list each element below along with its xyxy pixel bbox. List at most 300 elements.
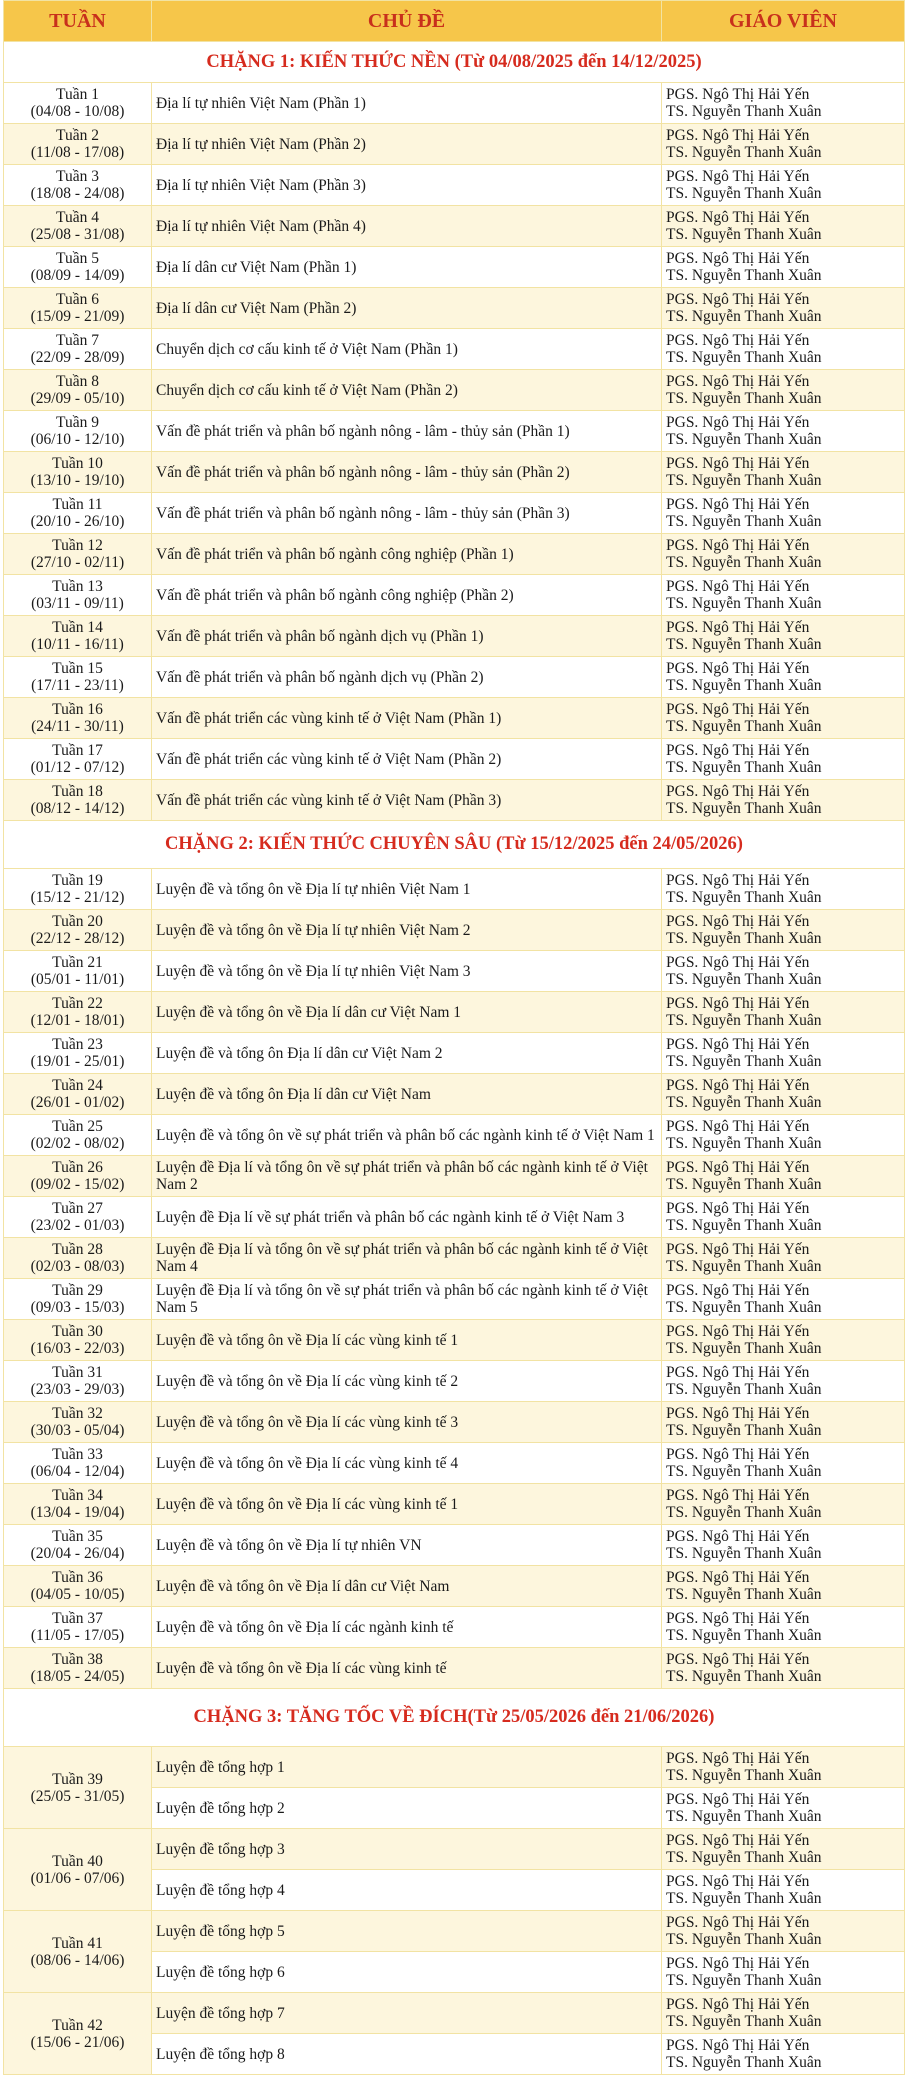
week-dates: (05/01 - 11/01) xyxy=(30,971,125,988)
teacher-name: TS. Nguyễn Thanh Xuân xyxy=(666,889,822,906)
teacher-name: PGS. Ngô Thị Hải Yến xyxy=(666,742,810,759)
phase-3-section xyxy=(4,1689,905,2075)
teacher-cell xyxy=(662,698,905,739)
topic-text: Luyện đề và tổng ôn Địa lí dân cư Việt Nam xyxy=(156,1085,431,1103)
teacher-name: TS. Nguyễn Thanh Xuân xyxy=(666,1849,822,1866)
topic-text: Chuyển dịch cơ cấu kinh tế ở Việt Nam (Phần 2) xyxy=(156,381,458,399)
week-dates: (03/11 - 09/11) xyxy=(31,595,124,612)
teacher-name: TS. Nguyễn Thanh Xuân xyxy=(666,267,822,284)
topic-cell xyxy=(152,534,662,575)
week-label: Tuần 11 xyxy=(52,496,103,513)
week-dates: (02/02 - 08/02) xyxy=(30,1135,125,1152)
week-cell xyxy=(4,247,152,288)
teacher-cell xyxy=(662,370,905,411)
teacher-name: TS. Nguyễn Thanh Xuân xyxy=(666,1258,822,1275)
teacher-cell xyxy=(662,83,905,124)
schedule-row xyxy=(4,1279,905,1320)
week-cell xyxy=(4,1197,152,1238)
schedule-row xyxy=(4,1033,905,1074)
teacher-cell xyxy=(662,493,905,534)
phase-1-title: CHẶNG 1: KIẾN THỨC NỀN (Từ 04/08/2025 đến 14/12/2025) xyxy=(4,42,905,83)
teacher-cell xyxy=(662,1952,905,1993)
teacher-name: TS. Nguyễn Thanh Xuân xyxy=(666,2013,822,2030)
teacher-name: PGS. Ngô Thị Hải Yến xyxy=(666,1610,810,1627)
week-dates: (26/01 - 01/02) xyxy=(30,1094,125,1111)
schedule-row xyxy=(4,247,905,288)
topic-text: Địa lí tự nhiên Việt Nam (Phần 4) xyxy=(156,217,366,235)
week-cell xyxy=(4,124,152,165)
topic-text: Vấn đề phát triển các vùng kinh tế ở Việt Nam (Phần 1) xyxy=(156,709,502,727)
teacher-name: TS. Nguyễn Thanh Xuân xyxy=(666,1217,822,1234)
teacher-name: TS. Nguyễn Thanh Xuân xyxy=(666,185,822,202)
topic-text: Luyện đề và tổng ôn về Địa lí các vùng kinh tế 3 xyxy=(156,1413,459,1431)
topic-text: Luyện đề và tổng ôn về Địa lí tự nhiên Việt Nam 2 xyxy=(156,921,471,939)
week-label: Tuần 3 xyxy=(56,168,99,185)
schedule-row xyxy=(4,657,905,698)
topic-text: Luyện đề tổng hợp 6 xyxy=(156,1963,285,1981)
week-label: Tuần 6 xyxy=(56,291,99,308)
teacher-cell xyxy=(662,1525,905,1566)
week-dates: (09/02 - 15/02) xyxy=(30,1176,125,1193)
week-label: Tuần 15 xyxy=(52,660,103,677)
teacher-name: PGS. Ngô Thị Hải Yến xyxy=(666,1955,810,1972)
week-dates: (18/05 - 24/05) xyxy=(30,1668,125,1685)
teacher-name: PGS. Ngô Thị Hải Yến xyxy=(666,1487,810,1504)
schedule-row xyxy=(4,1361,905,1402)
teacher-cell xyxy=(662,780,905,821)
teacher-cell xyxy=(662,1320,905,1361)
week-cell xyxy=(4,452,152,493)
topic-text: Luyện đề Địa lí và tổng ôn về sự phát triển và phân bố các ngành kinh tế ở Việt Nam 2 xyxy=(156,1159,648,1193)
schedule-row xyxy=(4,83,905,124)
week-label: Tuần 17 xyxy=(52,742,103,759)
teacher-cell xyxy=(662,1870,905,1911)
week-cell xyxy=(4,1911,152,1993)
week-dates: (24/11 - 30/11) xyxy=(31,718,124,735)
week-dates: (20/10 - 26/10) xyxy=(30,513,125,530)
teacher-cell xyxy=(662,1197,905,1238)
phase-3-title: CHẶNG 3: TĂNG TỐC VỀ ĐÍCH(Từ 25/05/2026 đến 21/06/2026) xyxy=(4,1689,905,1747)
topic-text: Vấn đề phát triển các vùng kinh tế ở Việt Nam (Phần 3) xyxy=(156,791,502,809)
teacher-name: TS. Nguyễn Thanh Xuân xyxy=(666,800,822,817)
teacher-cell xyxy=(662,1747,905,1788)
schedule-row xyxy=(4,1484,905,1525)
teacher-name: PGS. Ngô Thị Hải Yến xyxy=(666,872,810,889)
week-label: Tuần 13 xyxy=(52,578,103,595)
week-dates: (30/03 - 05/04) xyxy=(30,1422,125,1439)
week-cell xyxy=(4,575,152,616)
week-cell xyxy=(4,411,152,452)
schedule-row xyxy=(4,288,905,329)
teacher-name: TS. Nguyễn Thanh Xuân xyxy=(666,718,822,735)
week-label: Tuần 19 xyxy=(52,872,103,889)
teacher-name: PGS. Ngô Thị Hải Yến xyxy=(666,414,810,431)
teacher-cell xyxy=(662,1993,905,2034)
teacher-cell xyxy=(662,575,905,616)
teacher-name: TS. Nguyễn Thanh Xuân xyxy=(666,103,822,120)
teacher-cell xyxy=(662,1238,905,1279)
teacher-name: PGS. Ngô Thị Hải Yến xyxy=(666,1364,810,1381)
teacher-cell xyxy=(662,616,905,657)
topic-cell xyxy=(152,1402,662,1443)
teacher-name: TS. Nguyễn Thanh Xuân xyxy=(666,1890,822,1907)
teacher-name: PGS. Ngô Thị Hải Yến xyxy=(666,1914,810,1931)
week-label: Tuần 30 xyxy=(52,1323,103,1340)
topic-cell xyxy=(152,83,662,124)
week-cell xyxy=(4,869,152,910)
week-label: Tuần 16 xyxy=(52,701,103,718)
topic-text: Luyện đề Địa lí và tổng ôn về sự phát triển và phân bố các ngành kinh tế ở Việt Nam 4 xyxy=(156,1241,648,1275)
topic-cell xyxy=(152,575,662,616)
phase-2-title: CHẶNG 2: KIẾN THỨC CHUYÊN SÂU (Từ 15/12/2025 đến 24/05/2026) xyxy=(4,821,905,869)
teacher-name: TS. Nguyễn Thanh Xuân xyxy=(666,595,822,612)
teacher-name: PGS. Ngô Thị Hải Yến xyxy=(666,1200,810,1217)
teacher-cell xyxy=(662,2034,905,2075)
week-cell xyxy=(4,992,152,1033)
teacher-name: PGS. Ngô Thị Hải Yến xyxy=(666,1791,810,1808)
topic-text: Luyện đề và tổng ôn về Địa lí tự nhiên VN xyxy=(156,1536,422,1554)
week-dates: (16/03 - 22/03) xyxy=(30,1340,125,1357)
week-cell xyxy=(4,698,152,739)
week-label: Tuần 21 xyxy=(52,954,103,971)
teacher-name: TS. Nguyễn Thanh Xuân xyxy=(666,930,822,947)
topic-text: Luyện đề tổng hợp 1 xyxy=(156,1758,285,1776)
teacher-cell xyxy=(662,288,905,329)
schedule-row xyxy=(4,616,905,657)
teacher-cell xyxy=(662,411,905,452)
topic-text: Vấn đề phát triển và phân bố ngành nông - lâm - thủy sản (Phần 3) xyxy=(156,504,570,522)
teacher-cell xyxy=(662,1443,905,1484)
header-week: TUẦN xyxy=(4,1,152,42)
week-label: Tuần 9 xyxy=(56,414,99,431)
week-cell xyxy=(4,616,152,657)
week-dates: (04/08 - 10/08) xyxy=(30,103,125,120)
week-dates: (23/03 - 29/03) xyxy=(30,1381,125,1398)
topic-text: Vấn đề phát triển và phân bố ngành nông - lâm - thủy sản (Phần 2) xyxy=(156,463,570,481)
week-dates: (13/04 - 19/04) xyxy=(30,1504,125,1521)
week-cell xyxy=(4,493,152,534)
teacher-cell xyxy=(662,206,905,247)
topic-text: Luyện đề và tổng ôn về Địa lí các vùng kinh tế 1 xyxy=(156,1331,459,1349)
schedule-row xyxy=(4,1829,905,1870)
schedule-row xyxy=(4,910,905,951)
teacher-name: PGS. Ngô Thị Hải Yến xyxy=(666,1750,810,1767)
schedule-row xyxy=(4,951,905,992)
week-label: Tuần 20 xyxy=(52,913,103,930)
week-dates: (02/03 - 08/03) xyxy=(30,1258,125,1275)
week-label: Tuần 34 xyxy=(52,1487,103,1504)
week-cell xyxy=(4,1443,152,1484)
week-cell xyxy=(4,534,152,575)
schedule-row xyxy=(4,1238,905,1279)
schedule-row xyxy=(4,411,905,452)
week-cell xyxy=(4,288,152,329)
week-cell xyxy=(4,1993,152,2075)
week-dates: (08/09 - 14/09) xyxy=(30,267,125,284)
header-row xyxy=(4,1,905,42)
week-dates: (22/09 - 28/09) xyxy=(30,349,125,366)
teacher-name: PGS. Ngô Thị Hải Yến xyxy=(666,1651,810,1668)
header-teacher: GIÁO VIÊN xyxy=(662,1,905,42)
week-label: Tuần 29 xyxy=(52,1282,103,1299)
teacher-name: TS. Nguyễn Thanh Xuân xyxy=(666,1012,822,1029)
teacher-name: TS. Nguyễn Thanh Xuân xyxy=(666,144,822,161)
topic-cell xyxy=(152,1870,662,1911)
topic-cell xyxy=(152,124,662,165)
week-dates: (13/10 - 19/10) xyxy=(30,472,125,489)
schedule-row xyxy=(4,124,905,165)
teacher-name: PGS. Ngô Thị Hải Yến xyxy=(666,332,810,349)
week-dates: (27/10 - 02/11) xyxy=(30,554,125,571)
week-dates: (22/12 - 28/12) xyxy=(30,930,125,947)
schedule-row xyxy=(4,1402,905,1443)
teacher-name: PGS. Ngô Thị Hải Yến xyxy=(666,1446,810,1463)
teacher-name: TS. Nguyễn Thanh Xuân xyxy=(666,1627,822,1644)
topic-cell xyxy=(152,657,662,698)
topic-cell xyxy=(152,1115,662,1156)
teacher-cell xyxy=(662,1074,905,1115)
topic-text: Địa lí dân cư Việt Nam (Phần 1) xyxy=(156,258,357,276)
topic-text: Luyện đề và tổng ôn về Địa lí tự nhiên Việt Nam 1 xyxy=(156,880,471,898)
topic-text: Luyện đề tổng hợp 7 xyxy=(156,2004,285,2022)
topic-text: Luyện đề Địa lí về sự phát triển và phân bố các ngành kinh tế ở Việt Nam 3 xyxy=(156,1208,625,1226)
teacher-name: PGS. Ngô Thị Hải Yến xyxy=(666,2037,810,2054)
schedule-row xyxy=(4,1156,905,1197)
topic-text: Luyện đề và tổng ôn về Địa lí các vùng kinh tế 4 xyxy=(156,1454,459,1472)
teacher-name: PGS. Ngô Thị Hải Yến xyxy=(666,1241,810,1258)
week-dates: (15/09 - 21/09) xyxy=(30,308,125,325)
topic-text: Địa lí dân cư Việt Nam (Phần 2) xyxy=(156,299,357,317)
teacher-cell xyxy=(662,1033,905,1074)
week-dates: (12/01 - 18/01) xyxy=(30,1012,125,1029)
topic-text: Luyện đề và tổng ôn Địa lí dân cư Việt Nam 2 xyxy=(156,1044,443,1062)
teacher-name: PGS. Ngô Thị Hải Yến xyxy=(666,995,810,1012)
week-label: Tuần 22 xyxy=(52,995,103,1012)
teacher-name: PGS. Ngô Thị Hải Yến xyxy=(666,1405,810,1422)
week-cell xyxy=(4,1238,152,1279)
week-cell xyxy=(4,206,152,247)
topic-text: Luyện đề và tổng ôn về Địa lí dân cư Việt Nam xyxy=(156,1577,450,1595)
week-cell xyxy=(4,657,152,698)
teacher-name: TS. Nguyễn Thanh Xuân xyxy=(666,677,822,694)
teacher-name: PGS. Ngô Thị Hải Yến xyxy=(666,496,810,513)
teacher-name: PGS. Ngô Thị Hải Yến xyxy=(666,373,810,390)
teacher-name: TS. Nguyễn Thanh Xuân xyxy=(666,431,822,448)
topic-text: Vấn đề phát triển các vùng kinh tế ở Việt Nam (Phần 2) xyxy=(156,750,502,768)
week-dates: (08/12 - 14/12) xyxy=(30,800,125,817)
topic-cell xyxy=(152,780,662,821)
week-cell xyxy=(4,1566,152,1607)
week-label: Tuần 31 xyxy=(52,1364,103,1381)
teacher-name: PGS. Ngô Thị Hải Yến xyxy=(666,660,810,677)
week-label: Tuần 24 xyxy=(52,1077,103,1094)
week-label: Tuần 18 xyxy=(52,783,103,800)
week-dates: (15/06 - 21/06) xyxy=(30,2033,125,2051)
phase-2-section xyxy=(4,821,905,1689)
topic-text: Địa lí tự nhiên Việt Nam (Phần 3) xyxy=(156,176,366,194)
teacher-cell xyxy=(662,992,905,1033)
teacher-cell xyxy=(662,1788,905,1829)
schedule-row xyxy=(4,1115,905,1156)
teacher-cell xyxy=(662,1279,905,1320)
schedule-row xyxy=(4,575,905,616)
week-label: Tuần 1 xyxy=(56,86,99,103)
teacher-cell xyxy=(662,1829,905,1870)
week-cell xyxy=(4,1115,152,1156)
topic-text: Chuyển dịch cơ cấu kinh tế ở Việt Nam (Phần 1) xyxy=(156,340,458,358)
teacher-cell xyxy=(662,1911,905,1952)
week-label: Tuần 12 xyxy=(52,537,103,554)
week-cell xyxy=(4,1156,152,1197)
week-dates: (10/11 - 16/11) xyxy=(31,636,124,653)
week-label: Tuần 41 xyxy=(52,1934,103,1952)
teacher-name: TS. Nguyễn Thanh Xuân xyxy=(666,1094,822,1111)
topic-cell xyxy=(152,910,662,951)
teacher-name: PGS. Ngô Thị Hải Yến xyxy=(666,1118,810,1135)
week-label: Tuần 7 xyxy=(56,332,99,349)
teacher-name: TS. Nguyễn Thanh Xuân xyxy=(666,1545,822,1562)
schedule-row xyxy=(4,370,905,411)
week-dates: (09/03 - 15/03) xyxy=(30,1299,125,1316)
topic-cell xyxy=(152,1788,662,1829)
week-cell xyxy=(4,1648,152,1689)
teacher-cell xyxy=(662,739,905,780)
schedule-row xyxy=(4,329,905,370)
topic-text: Luyện đề và tổng ôn về Địa lí tự nhiên Việt Nam 3 xyxy=(156,962,471,980)
teacher-name: TS. Nguyễn Thanh Xuân xyxy=(666,1808,822,1825)
phase-3-title-row xyxy=(4,1689,905,1747)
topic-text: Luyện đề tổng hợp 2 xyxy=(156,1799,285,1817)
teacher-name: PGS. Ngô Thị Hải Yến xyxy=(666,537,810,554)
topic-cell xyxy=(152,951,662,992)
week-dates: (06/04 - 12/04) xyxy=(30,1463,125,1480)
teacher-name: PGS. Ngô Thị Hải Yến xyxy=(666,1996,810,2013)
topic-cell xyxy=(152,1747,662,1788)
schedule-row xyxy=(4,869,905,910)
week-label: Tuần 26 xyxy=(52,1159,103,1176)
week-label: Tuần 39 xyxy=(52,1770,103,1788)
week-cell xyxy=(4,951,152,992)
week-dates: (11/05 - 17/05) xyxy=(30,1627,125,1644)
schedule-row xyxy=(4,1911,905,1952)
week-label: Tuần 5 xyxy=(56,250,99,267)
phase-1-title-row xyxy=(4,42,905,83)
week-dates: (25/08 - 31/08) xyxy=(30,226,125,243)
topic-cell xyxy=(152,1484,662,1525)
teacher-name: PGS. Ngô Thị Hải Yến xyxy=(666,619,810,636)
topic-text: Vấn đề phát triển và phân bố ngành dịch vụ (Phần 1) xyxy=(156,627,484,645)
teacher-name: PGS. Ngô Thị Hải Yến xyxy=(666,783,810,800)
topic-cell xyxy=(152,1911,662,1952)
topic-cell xyxy=(152,1607,662,1648)
topic-text: Địa lí tự nhiên Việt Nam (Phần 2) xyxy=(156,135,366,153)
teacher-cell xyxy=(662,329,905,370)
topic-text: Luyện đề tổng hợp 5 xyxy=(156,1922,285,1940)
week-dates: (29/09 - 05/10) xyxy=(30,390,125,407)
phase-1-section xyxy=(4,42,905,821)
week-cell xyxy=(4,1033,152,1074)
teacher-name: TS. Nguyễn Thanh Xuân xyxy=(666,1586,822,1603)
topic-cell xyxy=(152,1197,662,1238)
week-label: Tuần 28 xyxy=(52,1241,103,1258)
teacher-name: TS. Nguyễn Thanh Xuân xyxy=(666,1504,822,1521)
week-dates: (06/10 - 12/10) xyxy=(30,431,125,448)
schedule-row xyxy=(4,1648,905,1689)
topic-cell xyxy=(152,370,662,411)
week-dates: (25/05 - 31/05) xyxy=(30,1787,125,1805)
topic-cell xyxy=(152,329,662,370)
topic-cell xyxy=(152,247,662,288)
topic-cell xyxy=(152,1566,662,1607)
week-label: Tuần 8 xyxy=(56,373,99,390)
teacher-name: PGS. Ngô Thị Hải Yến xyxy=(666,1159,810,1176)
week-label: Tuần 10 xyxy=(52,455,103,472)
teacher-cell xyxy=(662,165,905,206)
teacher-cell xyxy=(662,1361,905,1402)
topic-cell xyxy=(152,1829,662,1870)
week-dates: (15/12 - 21/12) xyxy=(30,889,125,906)
week-cell xyxy=(4,1607,152,1648)
topic-cell xyxy=(152,698,662,739)
teacher-name: TS. Nguyễn Thanh Xuân xyxy=(666,1463,822,1480)
week-cell xyxy=(4,83,152,124)
topic-text: Địa lí tự nhiên Việt Nam (Phần 1) xyxy=(156,94,366,112)
teacher-cell xyxy=(662,951,905,992)
schedule-table xyxy=(3,0,905,2075)
teacher-name: PGS. Ngô Thị Hải Yến xyxy=(666,1077,810,1094)
teacher-name: PGS. Ngô Thị Hải Yến xyxy=(666,913,810,930)
teacher-name: PGS. Ngô Thị Hải Yến xyxy=(666,1323,810,1340)
topic-cell xyxy=(152,1952,662,1993)
topic-text: Vấn đề phát triển và phân bố ngành công nghiệp (Phần 1) xyxy=(156,545,514,563)
week-label: Tuần 14 xyxy=(52,619,103,636)
week-cell xyxy=(4,370,152,411)
teacher-name: PGS. Ngô Thị Hải Yến xyxy=(666,954,810,971)
topic-cell xyxy=(152,165,662,206)
topic-text: Luyện đề và tổng ôn về Địa lí các vùng kinh tế 1 xyxy=(156,1495,459,1513)
week-label: Tuần 4 xyxy=(56,209,99,226)
teacher-cell xyxy=(662,1402,905,1443)
teacher-cell xyxy=(662,1648,905,1689)
schedule-row xyxy=(4,1074,905,1115)
topic-cell xyxy=(152,1443,662,1484)
topic-text: Vấn đề phát triển và phân bố ngành công nghiệp (Phần 2) xyxy=(156,586,514,604)
week-cell xyxy=(4,1402,152,1443)
teacher-name: PGS. Ngô Thị Hải Yến xyxy=(666,250,810,267)
topic-cell xyxy=(152,288,662,329)
week-label: Tuần 33 xyxy=(52,1446,103,1463)
teacher-name: TS. Nguyễn Thanh Xuân xyxy=(666,1767,822,1784)
topic-text: Luyện đề và tổng ôn về Địa lí các ngành kinh tế xyxy=(156,1618,454,1636)
teacher-name: TS. Nguyễn Thanh Xuân xyxy=(666,554,822,571)
teacher-name: TS. Nguyễn Thanh Xuân xyxy=(666,390,822,407)
schedule-row xyxy=(4,698,905,739)
week-cell xyxy=(4,1361,152,1402)
week-dates: (11/08 - 17/08) xyxy=(30,144,125,161)
teacher-name: TS. Nguyễn Thanh Xuân xyxy=(666,1053,822,1070)
week-cell xyxy=(4,329,152,370)
header-topic: CHỦ ĐỀ xyxy=(152,1,662,42)
schedule-row xyxy=(4,1443,905,1484)
teacher-cell xyxy=(662,1115,905,1156)
schedule-row xyxy=(4,1320,905,1361)
topic-text: Luyện đề tổng hợp 8 xyxy=(156,2045,285,2063)
topic-text: Luyện đề tổng hợp 4 xyxy=(156,1881,285,1899)
teacher-name: TS. Nguyễn Thanh Xuân xyxy=(666,1176,822,1193)
teacher-name: TS. Nguyễn Thanh Xuân xyxy=(666,1931,822,1948)
week-cell xyxy=(4,1279,152,1320)
schedule-row xyxy=(4,206,905,247)
